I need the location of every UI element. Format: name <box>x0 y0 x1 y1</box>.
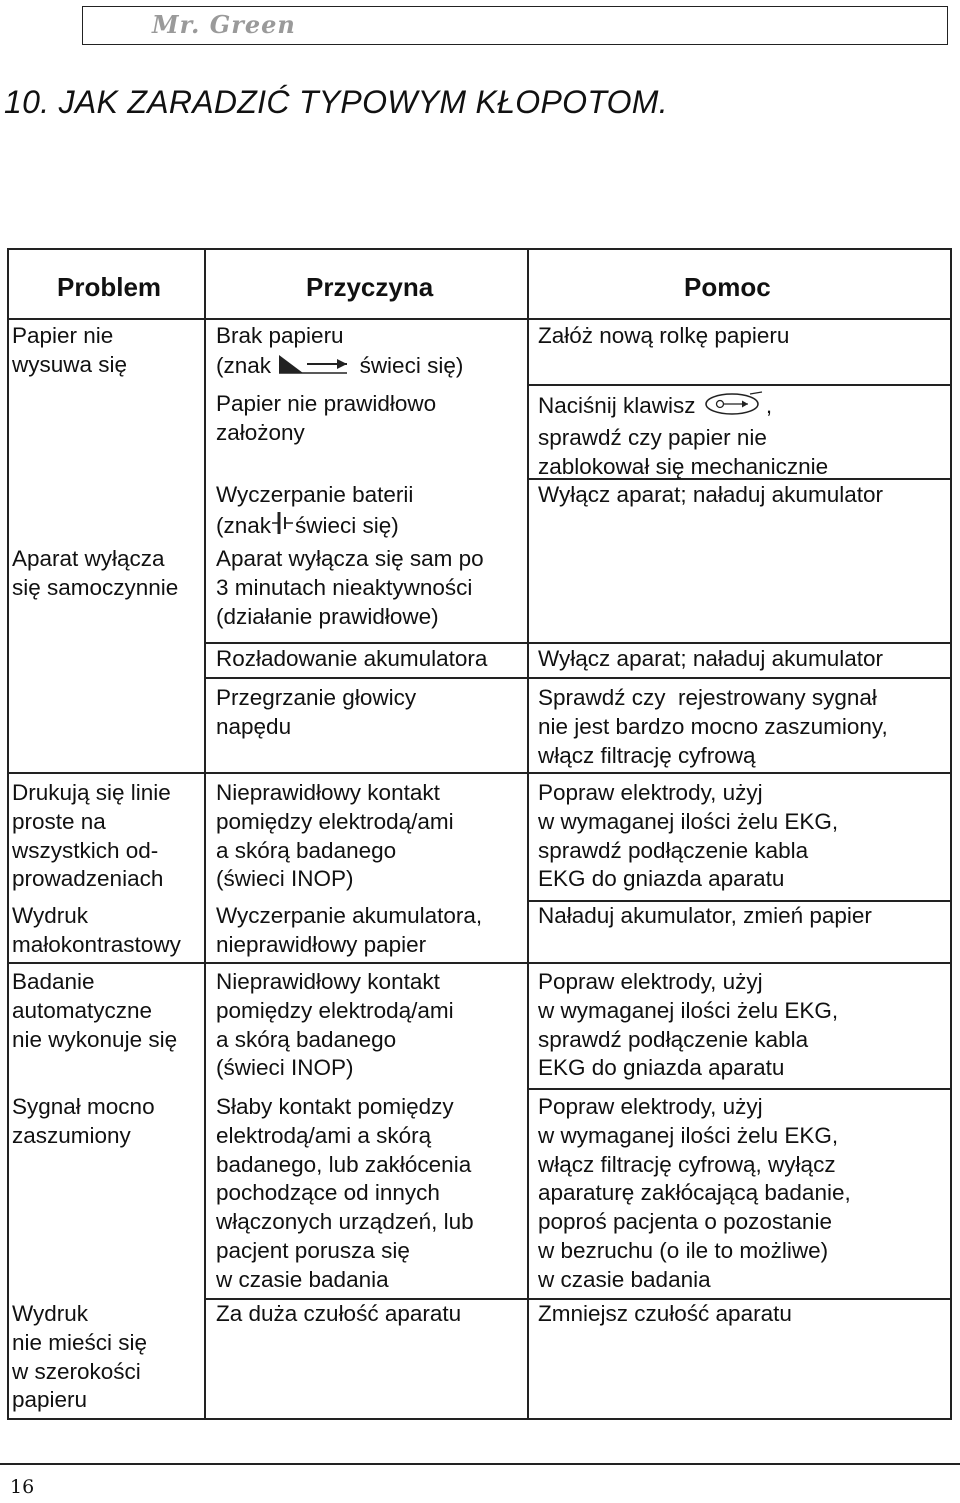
brand-logo-text: Mr. Green <box>152 10 296 39</box>
page-number: 16 <box>10 1476 35 1498</box>
problem-paper-not-feeding: Papier nie wysuwa się <box>12 323 128 377</box>
remedy-load-paper: Załóż nową rolkę papieru <box>538 323 790 348</box>
cause-no-paper <box>216 322 463 383</box>
column-header-problem: Problem <box>57 272 162 302</box>
column-divider-2 <box>527 248 529 1420</box>
remedy-turn-off-charge: Wyłącz aparat; naładuj akumulator <box>538 482 883 507</box>
section-title: 10. JAK ZARADZIĆ TYPOWYM KŁOPOTOM. <box>4 84 668 120</box>
cause-bad-electrode-contact-2: Nieprawidłowy kontakt pomiędzy elektrodą/ami a skórą badanego (świeci INOP) <box>216 969 454 1081</box>
cause-no-paper-suffix: świeci się) <box>359 352 464 378</box>
column-header-cause: Przyczyna <box>306 272 434 302</box>
header-divider <box>7 318 952 320</box>
footer-divider <box>0 1463 960 1465</box>
problem-low-contrast: Wydruk małokontrastowy <box>12 903 181 957</box>
remedy-reduce-interference: Popraw elektrody, użyj w wymaganej ilości żelu EKG, włącz filtrację cyfrową, wyłącz aparaturę zakłócającą badanie, poproś pacjenta o pozostanie w bezruchu (o ile to możliwe) w czasie badania <box>538 1094 851 1292</box>
row-divider <box>7 772 952 774</box>
cause-battery-line1: Wyczerpanie baterii <box>216 482 414 507</box>
row-divider <box>527 384 952 386</box>
cause-auto-off-3min: Aparat wyłącza się sam po 3 minutach nieaktywności (działanie prawidłowe) <box>216 546 484 629</box>
battery-icon <box>271 510 295 544</box>
cause-bad-electrode-contact: Nieprawidłowy kontakt pomiędzy elektrodą/ami a skórą badanego (świeci INOP) <box>216 780 454 892</box>
cause-sensitivity-too-high: Za duża czułość aparatu <box>216 1301 462 1326</box>
remedy-check-paper-jam: sprawdź czy papier nie zablokował się mechanicznie <box>538 424 829 479</box>
remedy-press-key-comma: , <box>765 392 773 418</box>
cause-battery-depleted <box>216 481 413 544</box>
cause-battery-suffix: świeci się) <box>295 512 399 538</box>
problem-auto-power-off: Aparat wyłącza się samoczynnie <box>12 546 179 600</box>
problem-auto-exam-fails: Badanie automatyczne nie wykonuje się <box>12 969 178 1052</box>
cause-weak-contact-interference: Słaby kontakt pomiędzy elektrodą/ami a skórą badanego, lub zakłócenia pochodzące od innych włączonych urządzeń, lub pacjent porusza się w czasie badania <box>216 1094 474 1292</box>
cause-battery-or-paper: Wyczerpanie akumulatora, nieprawidłowy papier <box>216 903 483 957</box>
cause-no-paper-prefix: (znak <box>216 352 272 378</box>
remedy-press-key-prefix: Naciśnij klawisz <box>538 392 696 418</box>
cause-head-overheat: Przegrzanie głowicy napędu <box>216 685 417 739</box>
row-divider <box>205 677 952 679</box>
problem-print-too-wide: Wydruk nie mieści się w szerokości papieru <box>12 1301 148 1413</box>
remedy-check-noise-filter: Sprawdź czy rejestrowany sygnał nie jest bardzo mocno zaszumiony, włącz filtrację cyfrową <box>538 685 888 768</box>
paper-feed-icon <box>277 351 353 383</box>
row-divider <box>7 962 952 964</box>
column-divider-1 <box>204 248 206 1420</box>
paper-feed-key-icon <box>702 390 766 424</box>
remedy-charge-change-paper: Naładuj akumulator, zmień papier <box>538 903 872 928</box>
problem-straight-lines: Drukują się linie proste na wszystkich od- prowadzeniach <box>12 780 171 892</box>
row-divider <box>205 642 952 644</box>
cause-battery-prefix: (znak <box>216 512 272 538</box>
cause-battery-discharge: Rozładowanie akumulatora <box>216 646 488 671</box>
cause-no-paper-line1: Brak papieru <box>216 323 344 348</box>
remedy-fix-electrodes-2: Popraw elektrody, użyj w wymaganej ilości żelu EKG, sprawdź podłączenie kabla EKG do gniazda aparatu <box>538 969 839 1081</box>
column-header-remedy: Pomoc <box>684 272 771 302</box>
problem-noisy-signal: Sygnał mocno zaszumiony <box>12 1094 155 1148</box>
remedy-reduce-sensitivity: Zmniejsz czułość aparatu <box>538 1301 792 1326</box>
cause-paper-misloaded: Papier nie prawidłowo założony <box>216 391 437 445</box>
remedy-press-feed-key <box>538 390 828 481</box>
remedy-fix-electrodes: Popraw elektrody, użyj w wymaganej ilości żelu EKG, sprawdź podłączenie kabla EKG do gniazda aparatu <box>538 780 839 892</box>
remedy-turn-off-charge-2: Wyłącz aparat; naładuj akumulator <box>538 646 883 671</box>
row-divider <box>527 1088 952 1090</box>
